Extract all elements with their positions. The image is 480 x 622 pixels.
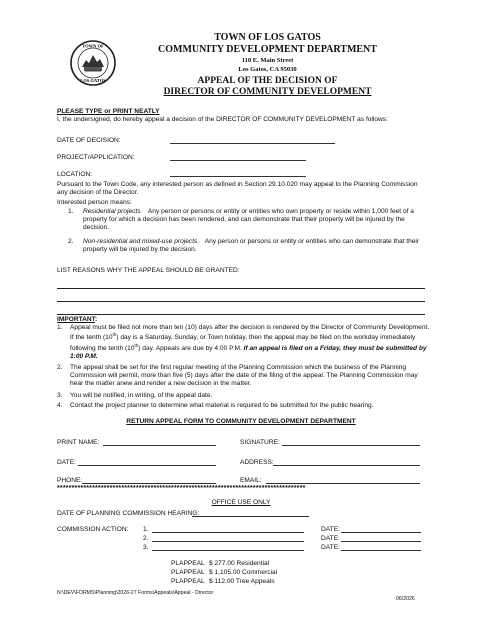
email-label: EMAIL: [240,477,262,484]
phone-field[interactable] [82,483,216,484]
print-name-field[interactable] [103,445,216,446]
project-label: PROJECT/APPLICATION: [57,154,135,161]
svg-text:LOS GATOS: LOS GATOS [80,78,106,83]
reasons-label: LIST REASONS WHY THE APPEAL SHOULD BE GRANTED: [57,267,240,274]
address-field[interactable] [273,465,420,466]
project-field[interactable] [170,160,306,161]
date-of-decision-field[interactable] [170,143,335,144]
interested-item-1-num: 1. [68,208,74,215]
action-2-field[interactable] [152,541,304,542]
commission-action-label: COMMISSION ACTION: [57,526,129,533]
pc-hearing-field[interactable] [192,516,309,517]
svg-text:TOWN OF: TOWN OF [82,43,104,49]
interested-person-heading: Interested person means: [57,199,132,206]
address-label: ADDRESS: [240,459,274,466]
header-dept: COMMUNITY DEVELOPMENT DEPARTMENT [158,44,377,55]
reasons-line-2[interactable] [57,301,425,302]
important-item-3-num: 3. [57,392,63,399]
important-item-1: Appeal must be filed not more than ten (10) days after the decision is rendered by the Director of Community Development. If the tenth (10th) day is a Saturday, Sunday, or Town holiday, then the appeal may be filed on the workday immediately following the tenth (10th) day. Appeals are due by 4:00 P.M. If an appeal is filed on a Friday, they must be submitted by 1:00 P.M. [70,324,430,361]
action-1-date-label: DATE: [321,526,340,533]
pc-hearing-label: DATE OF PLANNING COMMISSION HEARING: [57,510,200,517]
fee-row: PLAPPEAL $ 277.00 Residential [171,560,270,567]
important-item-3: You will be notified, in writing, of the appeal date. [70,392,213,399]
reasons-line-1[interactable] [57,288,425,289]
location-label: LOCATION: [57,171,93,178]
important-item-1-num: 1. [57,324,63,331]
action-2-date-label: DATE: [321,535,340,542]
important-item-2: The appeal shall be set for the first regular meeting of the Planning Commission which the business of the Planning Commission will permit, more than five (5) days after the date of the filing of the appeal. The Planning Commission may hear the matter anew and render a new decision in the matter. [70,364,418,388]
interested-item-2: Non-residential and mixed-use projects. Any person or persons or entity or entities who can demonstrate that their property will be injured by the decision. [83,238,420,254]
signature-field[interactable] [282,445,420,446]
footer-path: N:\DEV\FORMS\Planning\2026-27 Forms\Appeals\Appeal - Director [57,590,214,596]
action-2-num: 2. [143,535,149,542]
header-address-2: Los Gatos, CA 95030 [238,66,297,73]
form-title-1: APPEAL OF THE DECISION OF [197,76,338,86]
fee-row: PLAPPEAL $ 1,105.00 Commercial [171,569,278,576]
footer-date: 06/2026 [396,596,415,602]
important-heading: IMPORTANT: [57,316,98,323]
action-1-field[interactable] [152,532,304,533]
intro-statement: I, the undersigned, do hereby appeal a decision of the DIRECTOR OF COMMUNITY DEVELOPMENT as follows: [57,116,388,123]
interested-item-2-num: 2. [68,238,74,245]
action-3-date-field[interactable] [341,550,421,551]
important-item-2-num: 2. [57,364,63,371]
fee-row: PLAPPEAL $ 112.00 Tree Appeals [171,578,275,585]
signature-label: SIGNATURE: [240,439,280,446]
header-town: TOWN OF LOS GATOS [214,32,321,43]
action-3-num: 3. [143,544,149,551]
action-3-date-label: DATE: [321,544,340,551]
phone-label: PHONE: [57,477,83,484]
pursuant-text: Pursuant to the Town Code, any interested person as defined in Section 29.10.020 may appeal to the Planning Commission any decision of the Director. [57,181,418,197]
please-type-note: PLEASE TYPE or PRINT NEATLY [57,108,160,115]
action-1-date-field[interactable] [341,532,421,533]
reasons-line-3[interactable] [57,314,425,315]
header-address-1: 110 E. Main Street [241,57,294,64]
form-title-2: DIRECTOR OF COMMUNITY DEVELOPMENT [163,87,372,97]
date-field[interactable] [78,465,216,466]
interested-item-1: Residential projects. Any person or persons or entity or entities who own property or reside within 1,000 feet of a property for which a decision has been rendered, and can demonstrate that their property will be injured by the decision. [83,208,414,232]
action-2-date-field[interactable] [341,541,421,542]
action-3-field[interactable] [152,550,304,551]
date-of-decision-label: DATE OF DECISION: [57,137,121,144]
return-heading: RETURN APPEAL FORM TO COMMUNITY DEVELOPMENT DEPARTMENT [126,418,356,425]
date-label: DATE: [57,459,76,466]
star-divider: ************************************************************************************* [57,485,306,492]
email-field[interactable] [266,483,420,484]
important-item-4-num: 4. [57,402,63,409]
important-item-4: Contact the project planner to determine what material is required to be submitted for the public hearing. [70,402,374,409]
office-use-heading: OFFICE USE ONLY [211,499,271,506]
action-1-num: 1. [143,526,149,533]
location-field[interactable] [170,176,306,177]
print-name-label: PRINT NAME: [57,439,100,446]
town-seal-logo [70,40,116,86]
